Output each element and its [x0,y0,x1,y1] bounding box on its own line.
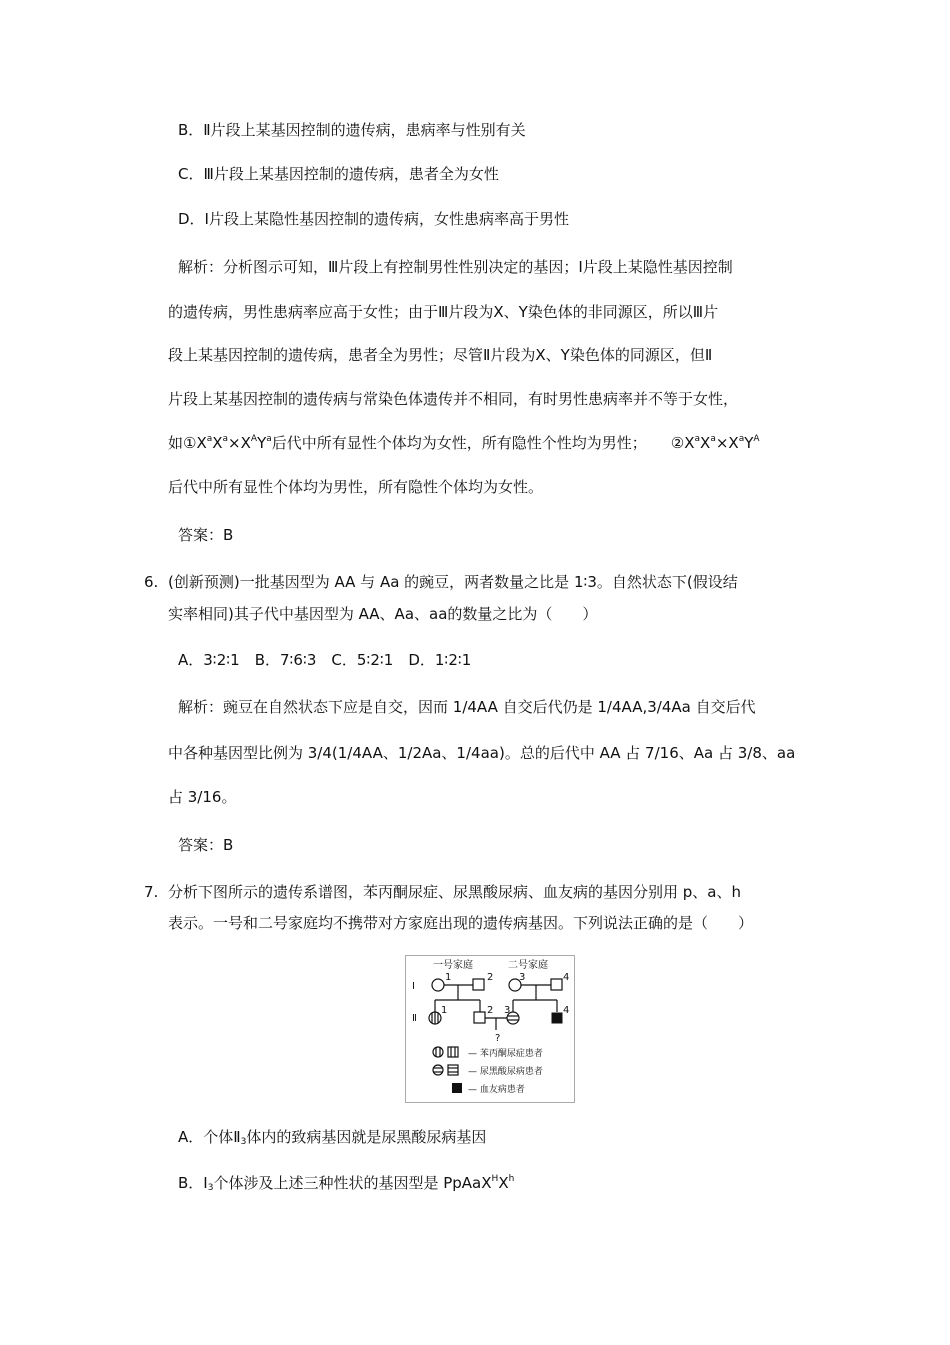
q7-stem-line-2: 表示。一号和二号家庭均不携带对方家庭出现的遗传病基因。下列说法正确的是（ ） [168,914,754,932]
formula1-x: X [212,434,223,452]
label-i4: 4 [563,972,570,983]
q7-option-b-sup1: H [491,1174,499,1184]
q7-option-a-prefix: A．个体Ⅱ [178,1128,241,1146]
label-i2: 2 [487,972,494,983]
formula2-prefix: ②X [670,434,695,452]
q7-option-b-sup2: h [508,1174,515,1184]
q7-option-a-suffix: 体内的致病基因就是尿黑酸尿病基因 [246,1128,487,1146]
q7-stem-line-1: 分析下图所示的遗传系谱图，苯丙酮尿症、尿黑酸尿病、血友病的基因分别用 p、a、h [168,883,741,901]
pedigree-svg [405,955,575,1103]
q6-stem-line-1: (创新预测)一批基因型为 AA 与 Aa 的豌豆，两者数量之比是 1∶3。自然状态下(假设结 [168,573,738,591]
q5-answer: 答案：B [178,526,234,544]
family1-label: 一号家庭 [433,960,473,971]
legend-hemophilia-square [452,1083,462,1093]
q7-option-b-x: X [498,1174,509,1192]
pedigree-figure [405,955,575,1103]
q7-option-b-prefix: B．Ⅰ [178,1174,208,1192]
label-ii1: 1 [441,1005,448,1016]
label-ii2: 2 [487,1005,494,1016]
q6-answer: 答案：B [178,836,234,854]
q5-option-b: B．Ⅱ片段上某基因控制的遗传病，患病率与性别有关 [178,121,526,139]
q5-analysis-formula-line [168,433,760,453]
q6-analysis-line-2: 中各种基因型比例为 3/4(1/4AA、1/2Aa、1/4aa)。总的后代中 AA 占 7/16、Aa 占 3/8、aa [168,744,796,762]
formula1-times: ×X [228,434,251,452]
q7-option-b-sub: 3 [207,1183,214,1193]
q5-analysis-line-2: 的遗传病，男性患病率应高于女性；由于Ⅲ片段为X、Y染色体的非同源区，所以Ⅲ片 [168,303,719,321]
formula2-y: Y [744,434,754,452]
q7-option-b-mid: 个体涉及上述三种性状的基因型是 PpAaX [213,1174,492,1192]
q7-option-a [178,1127,486,1147]
q6-options: A．3∶2∶1 B．7∶6∶3 C．5∶2∶1 D．1∶2∶1 [178,651,472,669]
legend-pku: — 苯丙酮尿症患者 [468,1049,543,1059]
gen2-label: Ⅱ [412,1013,417,1024]
unknown-label: ? [495,1033,501,1044]
legend-alkaptonuria: — 尿黑酸尿病患者 [468,1067,543,1077]
gen1-label: Ⅰ [412,981,415,992]
sup-a: a [694,434,701,444]
q6-analysis-line-3: 占 3/16。 [168,788,237,806]
q5-option-d: D．Ⅰ片段上某隐性基因控制的遗传病，女性患病率高于男性 [178,210,569,228]
q5-analysis-line-4: 片段上某基因控制的遗传病与常染色体遗传并不相同，有时男性患病率并不等于女性， [168,390,739,408]
formula2-x: X [700,434,711,452]
q7-option-b [178,1173,514,1193]
ii4-male-hemophilia [552,1013,563,1024]
label-i3: 3 [519,972,526,983]
label-ii4: 4 [563,1005,570,1016]
formula2-times: ×X [715,434,739,452]
formula1-prefix: 如①X [168,434,207,452]
label-i1: 1 [445,972,452,983]
sup-a: a [738,434,745,444]
q7-option-a-sub: 3 [240,1137,247,1147]
sup-a: a [710,434,716,444]
sup-A: A [250,434,258,444]
q6-number: 6. [144,573,159,591]
q6-stem-line-2: 实率相同)其子代中基因型为 AA、Aa、aa的数量之比为（ ） [168,605,598,623]
formula1-suffix: 后代中所有显性个体均为女性，所有隐性个性均为男性； [271,434,647,452]
family2-label: 二号家庭 [508,960,548,971]
q7-number: 7. [144,883,159,901]
sup-a: a [266,434,272,444]
sup-a: a [206,434,213,444]
formula1-y: Y [257,434,267,452]
label-ii3: 3 [504,1005,511,1016]
sup-a: a [222,434,229,444]
legend-hemophilia: — 血友病患者 [468,1085,525,1095]
sup-A: A [753,434,760,444]
q5-analysis-line-3: 段上某基因控制的遗传病，患者全为男性；尽管Ⅱ片段为X、Y染色体的同源区，但Ⅱ [168,346,713,364]
q5-analysis-last: 后代中所有显性个体均为男性，所有隐性个体均为女性。 [168,478,544,496]
q5-analysis-line-1: 解析：分析图示可知，Ⅲ片段上有控制男性性别决定的基因；Ⅰ片段上某隐性基因控制 [178,258,733,276]
q5-option-c: C．Ⅲ片段上某基因控制的遗传病，患者全为女性 [178,165,499,183]
q6-analysis-line-1: 解析：豌豆在自然状态下应是自交，因而 1/4AA 自交后代仍是 1/4AA,3/4Aa 自交后代 [178,698,756,716]
